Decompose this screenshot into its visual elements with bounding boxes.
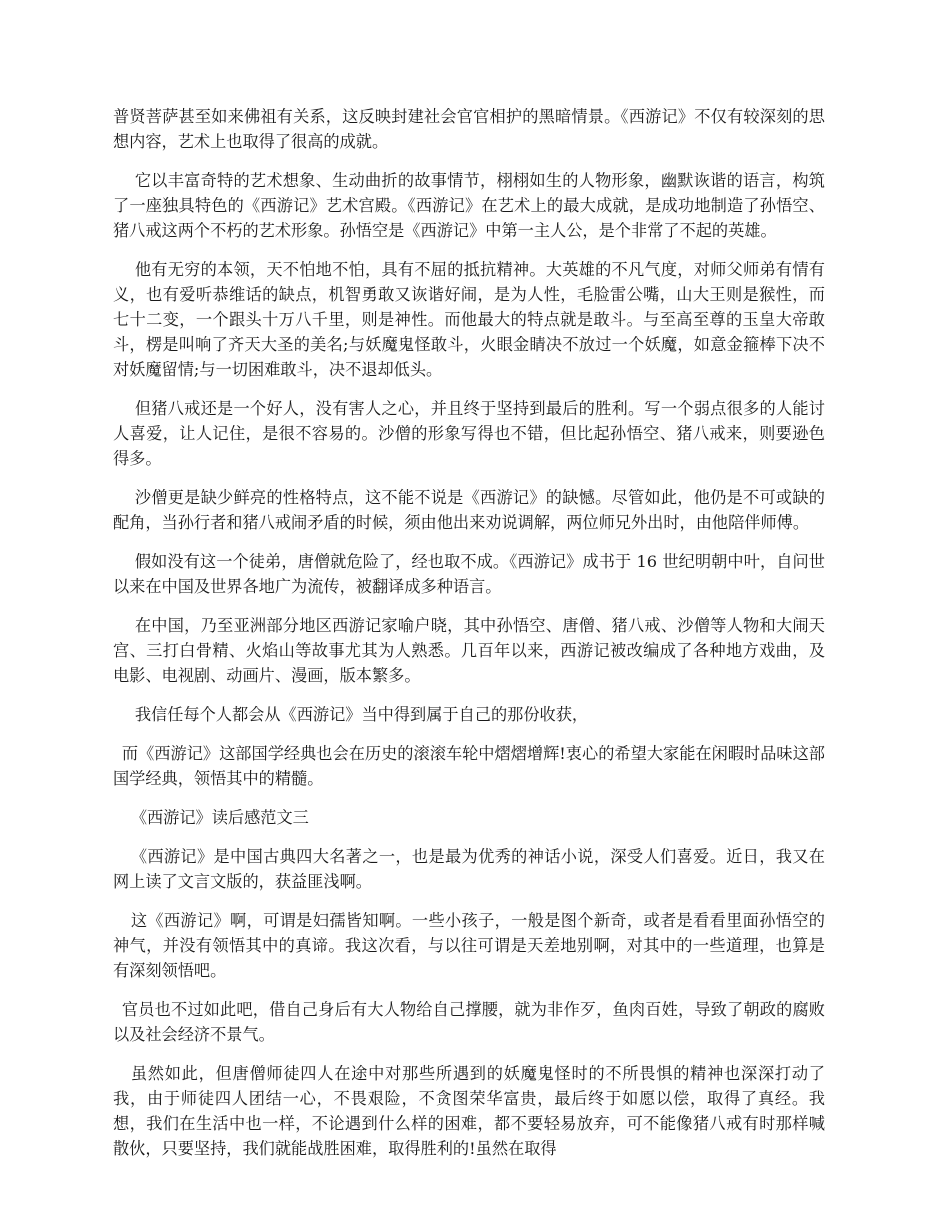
paragraph-3: 他有无穷的本领，天不怕地不怕，具有不屈的抵抗精神。大英雄的不凡气度，对师父师弟有情有义，也有爱听恭维话的缺点，机智勇敢又诙谐好闹，是为人性，毛脸雷公嘴，山大王则是猴性，而七十二变，一个跟头十万八千里，则是神性。而他最大的特点就是敢斗。与至高至尊的玉皇大帝敢斗，楞是叫响了齐天大圣的美名;与妖魔鬼怪敢斗，火眼金睛决不放过一个妖魔，如意金箍棒下决不对妖魔留情;与一切困难敢斗，决不退却低头。: [113, 260, 825, 379]
paragraph-5: 沙僧更是缺少鲜亮的性格特点，这不能不说是《西游记》的缺憾。尽管如此，他仍是不可或缺的配角，当孙行者和猪八戒闹矛盾的时候，须由他出来劝说调解，两位师兄外出时，由他陪伴师傅。: [113, 488, 825, 532]
paragraph-2: 它以丰富奇特的艺术想象、生动曲折的故事情节，栩栩如生的人物形象，幽默诙谐的语言，构筑了一座独具特色的《西游记》艺术宫殿。《西游记》在艺术上的最大成就，是成功地制造了孙悟空、猪八戒这两个不朽的艺术形象。孙悟空是《西游记》中第一主人公，是个非常了不起的英雄。: [113, 171, 825, 240]
paragraph-6: 假如没有这一个徒弟，唐僧就危险了，经也取不成。《西游记》成书于 16 世纪明朝中叶，自问世以来在中国及世界各地广为流传，被翻译成多种语言。: [113, 552, 825, 596]
document-page: [113, 104, 825, 1175]
paragraph-13: 官员也不过如此吧，借自己身后有大人物给自己撑腰，就为非作歹，鱼肉百姓，导致了朝政的腐败以及社会经济不景气。: [113, 1000, 825, 1044]
section-heading: 《西游记》读后感范文三: [130, 808, 309, 827]
paragraph-8: 我信任每个人都会从《西游记》当中得到属于自己的那份收获，: [134, 705, 589, 724]
paragraph-9: 而《西游记》这部国学经典也会在历史的滚滚车轮中熠熠增辉!衷心的希望大家能在闲暇时品味这部国学经典，领悟其中的精髓。: [113, 744, 825, 788]
paragraph-12: 这《西游记》啊，可谓是妇孺皆知啊。一些小孩子，一般是图个新奇，或者是看看里面孙悟空的神气，并没有领悟其中的真谛。我这次看，与以往可谓是天差地别啊，对其中的一些道理，也算是有深刻领悟吧。: [113, 911, 825, 980]
paragraph-7: 在中国，乃至亚洲部分地区西游记家喻户晓，其中孙悟空、唐僧、猪八戒、沙僧等人物和大闹天宫、三打白骨精、火焰山等故事尤其为人熟悉。几百年以来，西游记被改编成了各种地方戏曲，及电影、电视剧、动画片、漫画，版本繁多。: [113, 616, 825, 685]
paragraph-1: 普贤菩萨甚至如来佛祖有关系，这反映封建社会官官相护的黑暗情景。《西游记》不仅有较深刻的思想内容，艺术上也取得了很高的成就。: [113, 107, 825, 151]
paragraph-11: 《西游记》是中国古典四大名著之一，也是最为优秀的神话小说，深受人们喜爱。近日，我又在网上读了文言文版的，获益匪浅啊。: [113, 847, 825, 891]
paragraph-4: 但猪八戒还是一个好人，没有害人之心，并且终于坚持到最后的胜利。写一个弱点很多的人能讨人喜爱，让人记住，是很不容易的。沙僧的形象写得也不错，但比起孙悟空、猪八戒来，则要逊色得多。: [113, 399, 825, 468]
paragraph-14: 虽然如此，但唐僧师徒四人在途中对那些所遇到的妖魔鬼怪时的不所畏惧的精神也深深打动了我，由于师徒四人团结一心，不畏艰险，不贪图荣华富贵，最后终于如愿以偿，取得了真经。我想，我们在生活中也一样，不论遇到什么样的困难，都不要轻易放弃，可不能像猪八戒有时那样喊散伙，只要坚持，我们就能战胜困难，取得胜利的!虽然在取得: [113, 1064, 825, 1158]
